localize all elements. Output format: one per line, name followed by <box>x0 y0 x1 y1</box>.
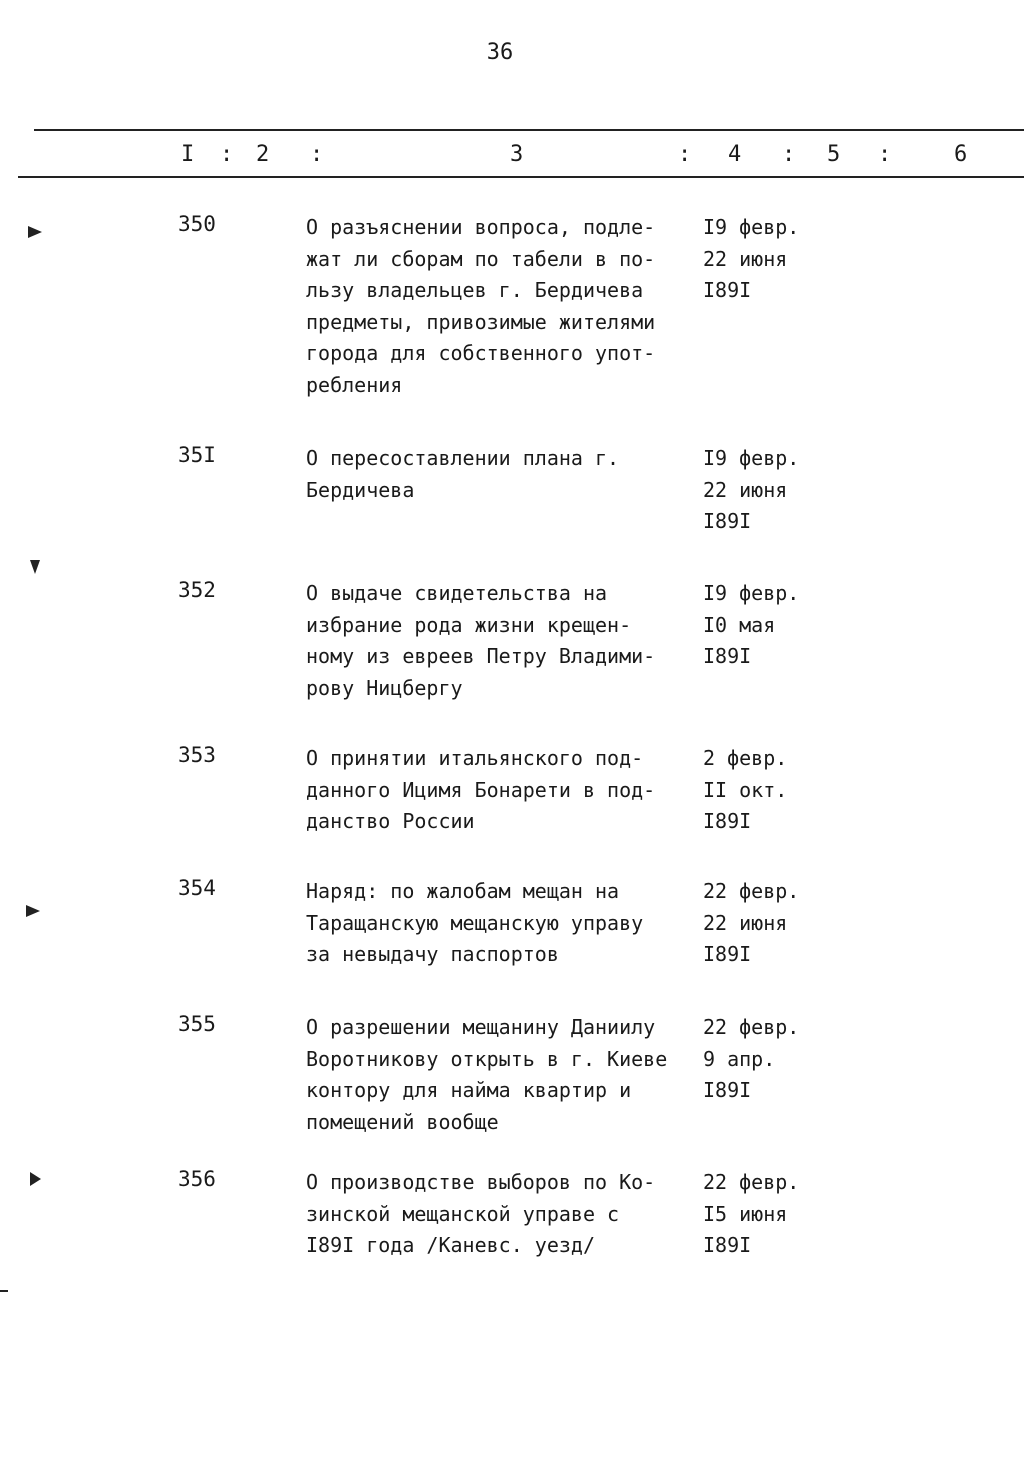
title-line: данного Ицимя Бонарети в под- <box>306 777 656 802</box>
record-dates <box>703 743 823 838</box>
record-dates <box>703 1012 823 1107</box>
column-separator: : <box>220 142 234 167</box>
title-line: жат ли сборам по табели в по- <box>306 246 656 271</box>
record-number: 35I <box>178 443 216 467</box>
date-year: I89I <box>703 809 752 833</box>
title-line: данство России <box>306 809 475 833</box>
record-dates <box>703 443 823 538</box>
header-top-rule <box>34 129 1024 131</box>
title-line: избрание рода жизни крещен- <box>306 612 632 637</box>
record-350 <box>0 212 1024 443</box>
date-start: I9 февр. <box>703 215 800 239</box>
date-end: 9 апр. <box>703 1046 776 1071</box>
title-line: I89I года /Каневс. уезд/ <box>306 1233 595 1257</box>
title-line: рову Ницбергу <box>306 675 463 700</box>
record-title <box>306 743 686 838</box>
date-end: 22 июня <box>703 246 788 271</box>
record-dates <box>703 876 823 971</box>
record-number: 352 <box>178 578 216 602</box>
date-start: 22 февр. <box>703 1170 800 1194</box>
column-header-4: 4 <box>728 142 742 167</box>
edge-mark <box>0 1290 8 1292</box>
title-line: зинской мещанской управе с <box>306 1201 620 1226</box>
date-start: 22 февр. <box>703 879 800 903</box>
date-year: I89I <box>703 1233 752 1257</box>
date-start: I9 февр. <box>703 581 800 605</box>
column-header-3: 3 <box>510 142 524 167</box>
date-end: 22 июня <box>703 477 788 502</box>
title-line: помещений вообще <box>306 1109 499 1134</box>
date-end: I0 мая <box>703 612 776 637</box>
record-number: 355 <box>178 1012 216 1036</box>
column-header-6: 6 <box>954 142 968 167</box>
column-separator: : <box>678 142 692 167</box>
column-separator: : <box>310 142 324 167</box>
header-bottom-rule <box>18 176 1024 178</box>
title-line: льзу владельцев г. Бердичева <box>306 278 644 302</box>
title-line: предметы, привозимые жителями <box>306 309 656 334</box>
records-list <box>0 212 1024 1277</box>
record-number: 354 <box>178 876 216 900</box>
column-header-2: 2 <box>256 142 270 167</box>
record-351 <box>0 443 1024 578</box>
date-start: 2 февр. <box>703 746 788 770</box>
date-end: I5 июня <box>703 1201 788 1226</box>
title-line: О принятии итальянского под- <box>306 746 644 770</box>
record-number: 353 <box>178 743 216 767</box>
record-dates <box>703 1167 823 1262</box>
date-end: 22 июня <box>703 910 788 935</box>
record-title <box>306 876 686 971</box>
record-354 <box>0 876 1024 1012</box>
record-title <box>306 212 686 401</box>
date-year: I89I <box>703 1078 752 1102</box>
title-line: Наряд: по жалобам мещан на <box>306 879 620 903</box>
record-dates <box>703 212 823 307</box>
column-separator: : <box>878 142 892 167</box>
title-line: О выдаче свидетельства на <box>306 581 608 605</box>
record-352 <box>0 578 1024 743</box>
title-line: города для собственного упот- <box>306 341 656 365</box>
title-line: Таращанскую мещанскую управу <box>306 910 644 935</box>
title-line: контору для найма квартир и <box>306 1078 632 1102</box>
date-year: I89I <box>703 509 752 533</box>
title-line: за невыдачу паспортов <box>306 942 559 966</box>
record-number: 350 <box>178 212 216 236</box>
record-355 <box>0 1012 1024 1167</box>
date-year: I89I <box>703 942 752 966</box>
record-dates <box>703 578 823 673</box>
column-header-row <box>0 142 1024 170</box>
record-number: 356 <box>178 1167 216 1191</box>
title-line: ному из евреев Петру Владими- <box>306 644 656 668</box>
page-number: 36 <box>486 40 514 65</box>
title-line: Бердичева <box>306 477 415 502</box>
record-356 <box>0 1167 1024 1277</box>
date-start: 22 февр. <box>703 1015 800 1039</box>
title-line: О производстве выборов по Ко- <box>306 1170 656 1194</box>
date-start: I9 февр. <box>703 446 800 470</box>
title-line: Воротникову открыть в г. Киеве <box>306 1046 668 1071</box>
date-year: I89I <box>703 278 752 302</box>
record-353 <box>0 743 1024 876</box>
column-separator: : <box>782 142 796 167</box>
date-year: I89I <box>703 644 752 668</box>
record-title <box>306 1167 686 1262</box>
title-line: О пересоставлении плана г. <box>306 446 620 470</box>
column-header-5: 5 <box>827 142 841 167</box>
record-title <box>306 1012 686 1138</box>
column-header-1: I <box>181 142 195 167</box>
title-line: О разъяснении вопроса, подле- <box>306 215 656 239</box>
title-line: ребления <box>306 372 403 397</box>
title-line: О разрешении мещанину Даниилу <box>306 1015 656 1039</box>
record-title <box>306 578 686 704</box>
record-title <box>306 443 686 506</box>
date-end: II окт. <box>703 777 788 802</box>
